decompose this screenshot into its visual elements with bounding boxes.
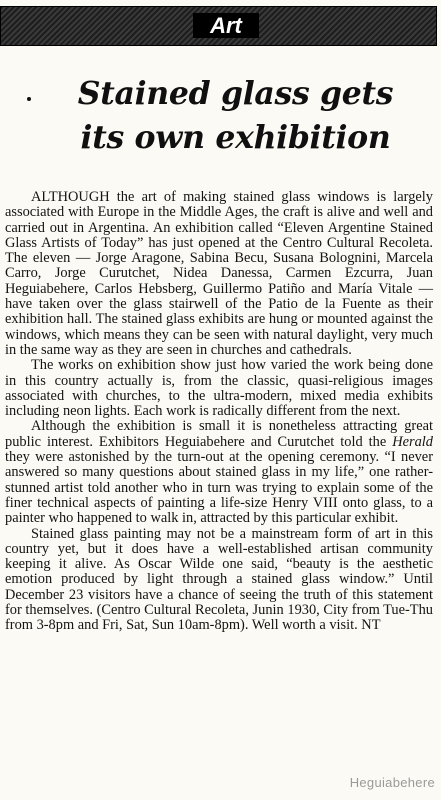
headline-line-2: its own exhibition [80,119,391,156]
watermark-credit: Heguiabehere [349,775,435,790]
article-paragraph-2: The works on exhibition show just how varied the work being done in this country actually is, from the classic, quasi-religious images associated with churches, to the ultra-modern, mixed media exhibits including neon lights. Each work is radically different from the next. [5,357,433,420]
headline-line-1: Stained glass gets [77,75,394,112]
paragraph-3-text-a: Although the exhibition is small it is nonetheless attracting great public interest. Exhibitors Heguiabehere and Curutchet told the [5,418,433,450]
herald-reference: Herald [392,433,433,450]
article-paragraph-4: Stained glass painting may not be a mainstream form of art in this country yet, but it does have a well-established artisan community keeping it alive. As Oscar Wilde one said, “beauty is the aesthetic emotion produced by light through a stained glass window.” Until December 23 visitors have a chance of seeing the truth of this statement for themselves. (Centro Cultural Recoleta, Junin 1930, City from Tue-Thu from 3-8pm and Fri, Sat, Sun 10am-8pm). Well worth a visit. NT [5,525,433,634]
article-body [5,190,433,634]
paragraph-3-text-b: they were astonished by the turn-out at the opening ceremony. “I never answered so many questions about stained glass in my life,” one rather-stunned artist told another who in turn was trying to explain some of the finer technical aspects of painting a life-size Henry VIII onto glass, to a painter who happened to walk in, attracted by this particular exhibit. [5,449,433,527]
section-label: Art [193,13,259,38]
article-paragraph-1: ALTHOUGH the art of making stained glass windows is largely associated with Europe in the Middle Ages, the craft is alive and well and carried out in Argentina. An exhibition called “Eleven Argentine Stained Glass Artists of Today” has just opened at the Centro Cultural Recoleta. The eleven — Jorge Aragone, Sabina Becu, Susana Bolognini, Marcela Carro, Jorge Curutchet, Nidea Danessa, Carmen Ezcurra, Juan Heguiabehere, Carlos Hebsberg, Guillermo Patiño and María Vitale — have taken over the glass stairwell of the Patio de la Fuente as their exhibition hall. The stained glass exhibits are hung or mounted against the windows, which means they can be seen with natural daylight, very much in the same way as they are seen in churches and cathedrals. [5,189,433,358]
article-paragraph-3 [5,419,433,526]
headline [30,72,441,160]
